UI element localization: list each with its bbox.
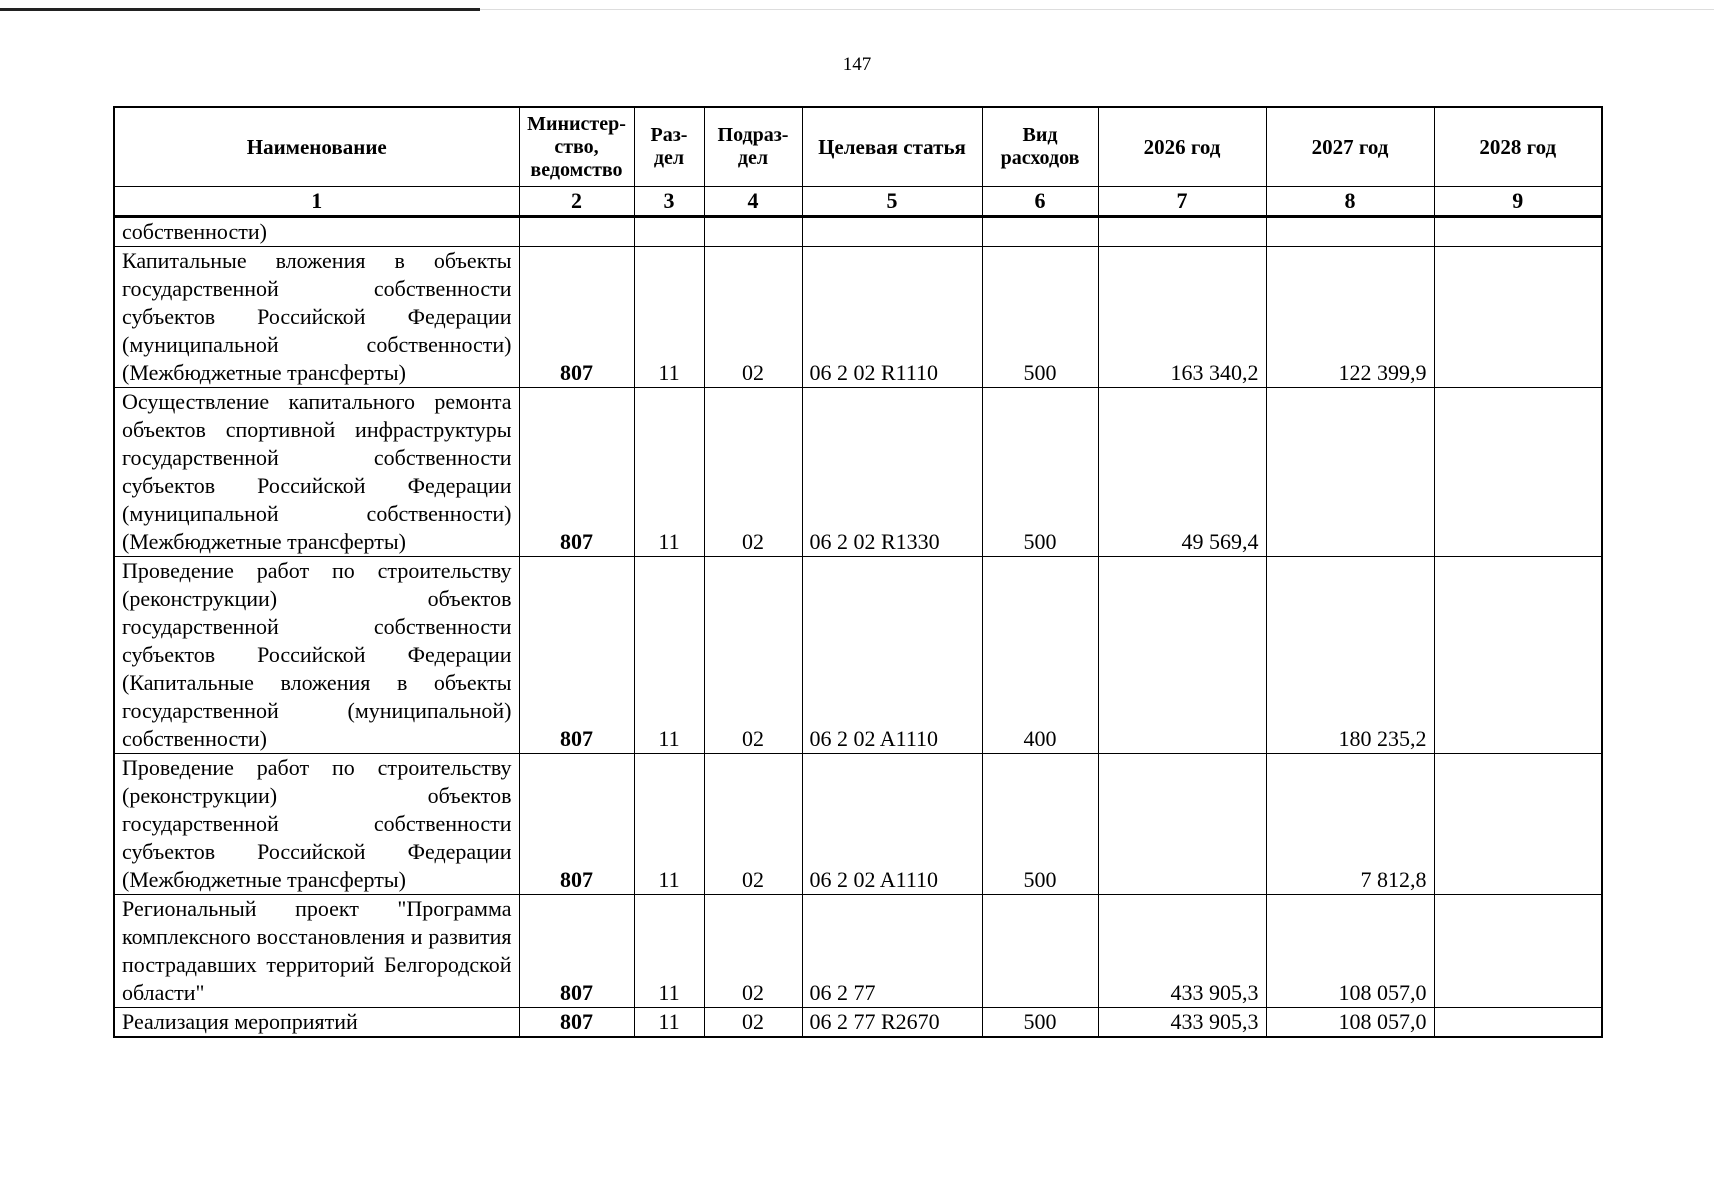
row-2027: 122 399,9 [1266,247,1434,388]
row-target-article: 06 2 02 R1110 [802,247,982,388]
row-2027 [1266,388,1434,557]
row-expense-type: 500 [982,247,1098,388]
table-row [114,388,1602,557]
header-section: Раз-дел [634,107,704,187]
column-number: 6 [982,187,1098,217]
row-expense-type: 400 [982,557,1098,754]
header-year-2028: 2028 год [1434,107,1602,187]
row-subsection: 02 [704,895,802,1008]
column-number: 4 [704,187,802,217]
table-row [114,217,1602,247]
row-name: собственности) [114,217,519,247]
row-subsection: 02 [704,388,802,557]
column-number: 3 [634,187,704,217]
row-name: Реализация мероприятий [114,1008,519,1038]
row-ministry: 807 [519,557,634,754]
scan-border-line-faint [480,9,1714,10]
row-name: Региональный проект "Программа комплексного восстановления и развития пострадавших территорий Белгородской области" [114,895,519,1008]
column-number: 5 [802,187,982,217]
row-2027: 108 057,0 [1266,1008,1434,1038]
column-number-row [114,187,1602,217]
row-section: 11 [634,557,704,754]
row-2028 [1434,895,1602,1008]
row-name: Проведение работ по строительству (реконструкции) объектов государственной собственности субъектов Российской Федерации (Межбюджетные трансферты) [114,754,519,895]
row-target-article: 06 2 02 R1330 [802,388,982,557]
row-expense-type: 500 [982,388,1098,557]
row-ministry: 807 [519,247,634,388]
scan-border-line [0,8,480,11]
table-row [114,557,1602,754]
row-section: 11 [634,754,704,895]
row-target-article: 06 2 02 A1110 [802,754,982,895]
row-target-article [802,217,982,247]
row-2028 [1434,217,1602,247]
row-section: 11 [634,1008,704,1038]
row-section: 11 [634,895,704,1008]
header-ministry: Министер-ство, ведомство [519,107,634,187]
row-section [634,217,704,247]
row-section: 11 [634,247,704,388]
row-2026 [1098,754,1266,895]
budget-table [113,106,1603,1038]
page-number: 147 [842,54,872,75]
row-2028 [1434,247,1602,388]
row-2026: 163 340,2 [1098,247,1266,388]
row-subsection: 02 [704,557,802,754]
row-name: Капитальные вложения в объекты государственной собственности субъектов Российской Федерации (муниципальной собственности) (Межбюджетные трансферты) [114,247,519,388]
column-number: 2 [519,187,634,217]
row-ministry: 807 [519,754,634,895]
header-year-2027: 2027 год [1266,107,1434,187]
column-number: 8 [1266,187,1434,217]
row-2027: 7 812,8 [1266,754,1434,895]
header-subsection: Подраз-дел [704,107,802,187]
row-2027 [1266,217,1434,247]
row-2028 [1434,557,1602,754]
column-number: 7 [1098,187,1266,217]
table-header-row [114,107,1602,187]
row-ministry: 807 [519,1008,634,1038]
table-row [114,895,1602,1008]
row-subsection: 02 [704,1008,802,1038]
row-ministry: 807 [519,895,634,1008]
row-expense-type: 500 [982,1008,1098,1038]
row-section: 11 [634,388,704,557]
column-number: 9 [1434,187,1602,217]
table-row [114,754,1602,895]
row-2026 [1098,217,1266,247]
row-target-article: 06 2 77 [802,895,982,1008]
row-2028 [1434,388,1602,557]
table-row [114,1008,1602,1038]
row-2026: 433 905,3 [1098,1008,1266,1038]
column-number: 1 [114,187,519,217]
table-row [114,247,1602,388]
row-subsection: 02 [704,247,802,388]
row-name: Осуществление капитального ремонта объектов спортивной инфраструктуры государственной собственности субъектов Российской Федерации (муниципальной собственности) (Межбюджетные трансферты) [114,388,519,557]
row-2028 [1434,754,1602,895]
header-expense-type: Вид расходов [982,107,1098,187]
row-2026: 49 569,4 [1098,388,1266,557]
row-2027: 180 235,2 [1266,557,1434,754]
header-name: Наименование [114,107,519,187]
row-target-article: 06 2 77 R2670 [802,1008,982,1038]
row-subsection [704,217,802,247]
row-target-article: 06 2 02 A1110 [802,557,982,754]
row-2027: 108 057,0 [1266,895,1434,1008]
row-2026: 433 905,3 [1098,895,1266,1008]
row-expense-type [982,895,1098,1008]
header-target-article: Целевая статья [802,107,982,187]
row-2028 [1434,1008,1602,1038]
row-expense-type: 500 [982,754,1098,895]
row-2026 [1098,557,1266,754]
row-name: Проведение работ по строительству (реконструкции) объектов государственной собственности субъектов Российской Федерации (Капитальные вложения в объекты государственной (муниципальной) собственности) [114,557,519,754]
row-expense-type [982,217,1098,247]
header-year-2026: 2026 год [1098,107,1266,187]
row-ministry: 807 [519,388,634,557]
row-subsection: 02 [704,754,802,895]
row-ministry [519,217,634,247]
